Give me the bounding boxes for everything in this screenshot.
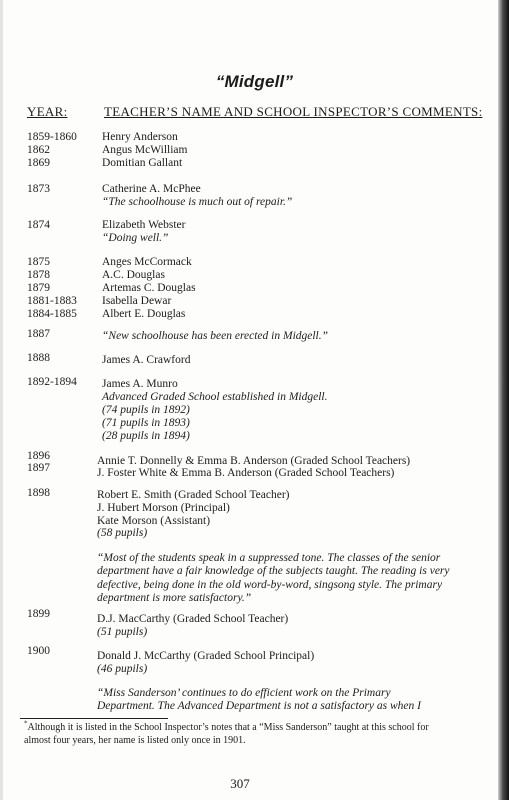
entry-teacher: Kate Morson (Assistant) (97, 515, 211, 527)
pupil-count: (28 pupils in 1894) (102, 430, 190, 442)
entry-year: 1859-1860 (27, 131, 77, 143)
footnote (24, 721, 454, 747)
entry-year: 1881-1883 (27, 295, 77, 307)
entry-year: 1898 (27, 487, 50, 499)
entry-year: 1884-1885 (27, 308, 77, 320)
entry-teacher: D.J. MacCarthy (Graded School Teacher) (97, 613, 289, 625)
entry-teacher: James A. Munro (102, 378, 178, 390)
entry-year: 1896 (27, 450, 50, 462)
book-binding-edge (498, 0, 509, 800)
page-left-edge (0, 0, 3, 800)
entry-year: 1887 (27, 328, 50, 340)
entry-teacher: Angus McWilliam (102, 144, 188, 156)
entry-teacher: Albert E. Douglas (102, 308, 186, 320)
entry-year: 1899 (27, 608, 50, 620)
entry-teacher: James A. Crawford (102, 354, 191, 366)
inspector-comment: “Doing well.” (102, 232, 169, 244)
inspector-comment: “New schoolhouse has been erected in Midgell.” (102, 330, 329, 342)
inspector-comment: “Most of the students speak in a suppressed tone. The classes of the senior department have a fair knowledge of the subjects taught. The reading is very defective, being done in the old word-by-word, singsong style. The primary department is more satisfactory.” (97, 552, 450, 604)
inspector-comment: “Miss Sanderson’ continues to do efficient work on the Primary (97, 687, 391, 699)
entry-teacher: Catherine A. McPhee (102, 183, 201, 195)
entry-year: 1879 (27, 282, 50, 294)
entry-teacher: Robert E. Smith (Graded School Teacher) (97, 489, 290, 501)
footnote-rule (20, 718, 168, 719)
entry-year: 1897 (27, 462, 50, 474)
entry-year: 1888 (27, 352, 50, 364)
pupil-count: (71 pupils in 1893) (102, 417, 190, 429)
footnote-text: Although it is listed in the School Inspector’s notes that a “Miss Sanderson” taught at this school for almost four years, her name is listed only once in 1901. (24, 722, 429, 746)
entry-teacher: Domitian Gallant (102, 157, 183, 169)
entry-teacher: Donald J. McCarthy (Graded School Principal) (97, 650, 315, 662)
entry-teacher: J. Foster White & Emma B. Anderson (Graded School Teachers) (97, 467, 395, 479)
teacher-column-header: TEACHER’S NAME AND SCHOOL INSPECTOR’S COMMENTS: (104, 104, 483, 119)
entry-teacher: A.C. Douglas (102, 269, 165, 281)
entry-year: 1862 (27, 144, 50, 156)
entry-teacher: Artemas C. Douglas (102, 282, 196, 294)
pupil-count: (51 pupils) (97, 626, 148, 638)
entry-year: 1900 (27, 645, 50, 657)
inspector-comment: Advanced Graded School established in Midgell. (102, 391, 328, 403)
entry-teacher: Elizabeth Webster (102, 219, 186, 231)
entry-teacher: Isabella Dewar (102, 295, 172, 307)
inspector-comment: Department. The Advanced Department is not a satisfactory as when I (97, 700, 421, 712)
year-column-header: YEAR: (27, 104, 68, 119)
pupil-count: (46 pupils) (97, 663, 148, 675)
entry-year: 1869 (27, 157, 50, 169)
page-number: 307 (230, 776, 250, 791)
entry-teacher: Annie T. Donnelly & Emma B. Anderson (Graded School Teachers) (97, 455, 411, 467)
entry-year: 1892-1894 (27, 376, 77, 388)
entry-year: 1875 (27, 256, 50, 268)
entry-teacher: Henry Anderson (102, 131, 178, 143)
pupil-count: (74 pupils in 1892) (102, 404, 190, 416)
inspector-comment: “The schoolhouse is much out of repair.” (102, 196, 293, 208)
entry-year: 1874 (27, 219, 50, 231)
entry-year: 1873 (27, 183, 50, 195)
entry-year: 1878 (27, 269, 50, 281)
page-title: “Midgell” (215, 72, 294, 91)
entry-teacher: J. Hubert Morson (Principal) (97, 502, 230, 514)
pupil-count: (58 pupils) (97, 527, 148, 539)
footnote-marker: * (24, 719, 28, 728)
entry-teacher: Anges McCormack (102, 256, 192, 268)
